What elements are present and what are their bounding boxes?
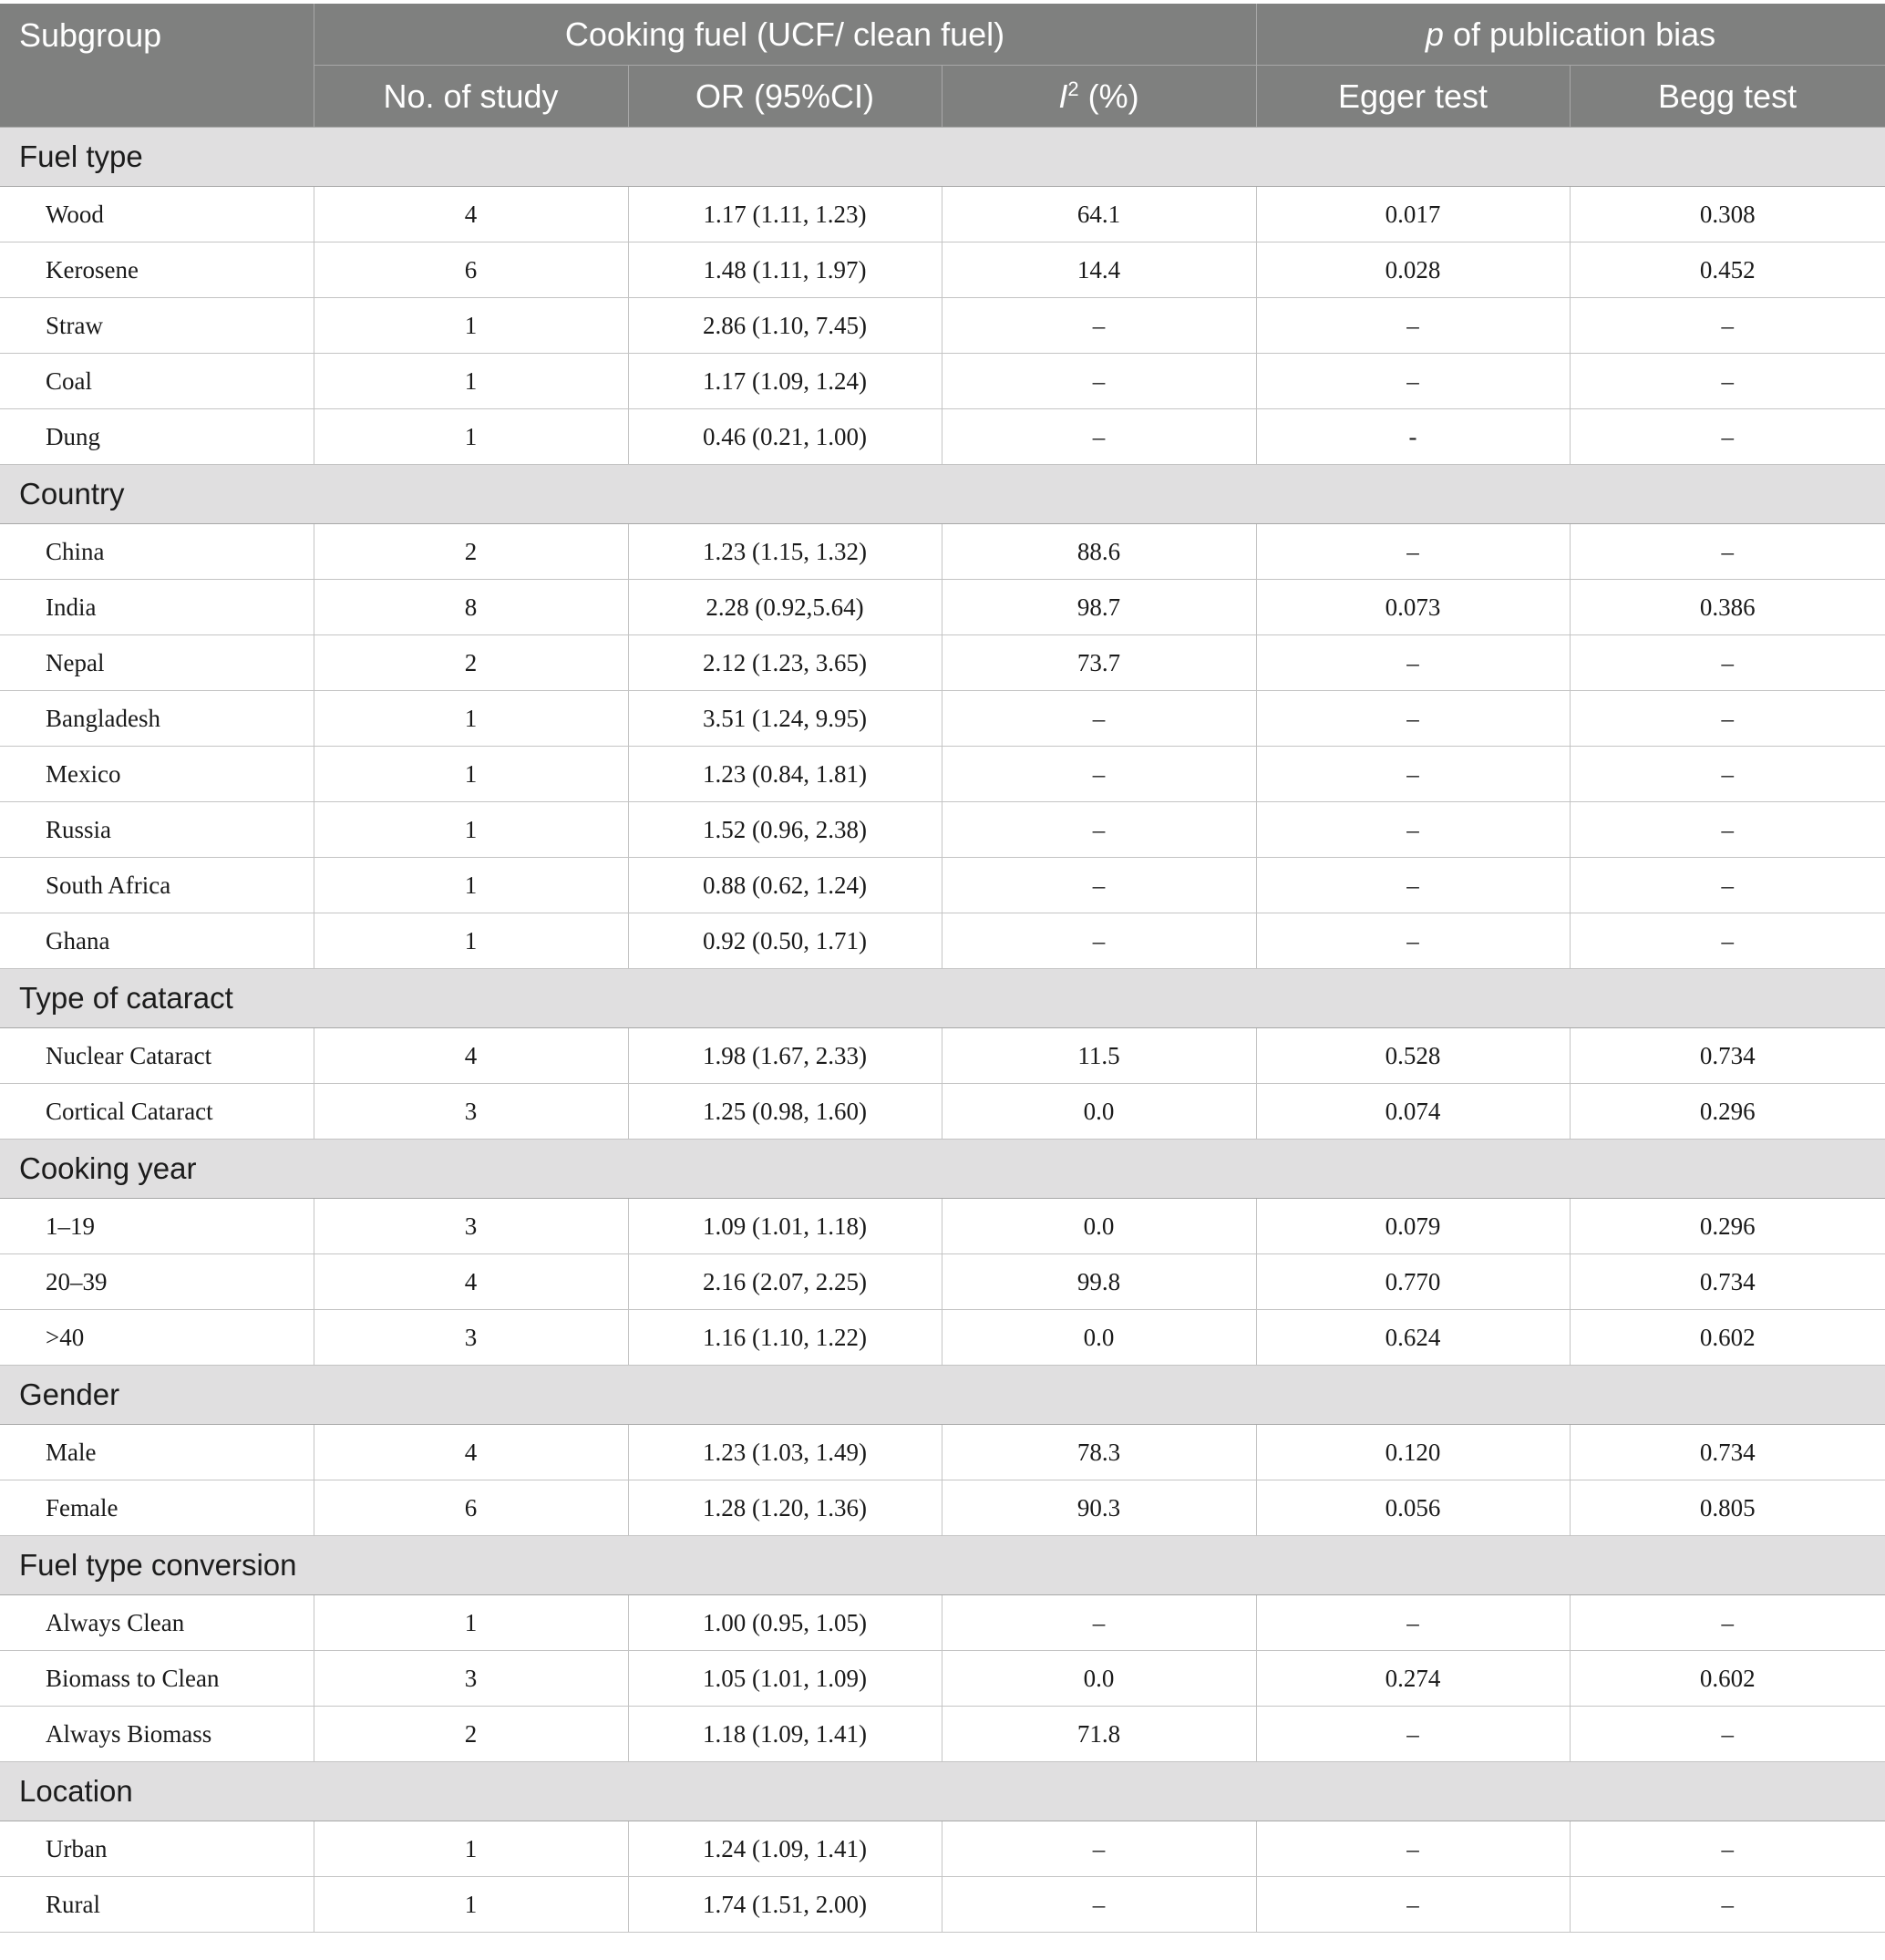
i2-cell: – [942, 802, 1256, 858]
table-row [0, 1084, 1885, 1140]
subgroup-cell: Cortical Cataract [0, 1084, 314, 1140]
subgroup-cell: Russia [0, 802, 314, 858]
begg-p-cell: 0.734 [1570, 1425, 1885, 1480]
table-row [0, 187, 1885, 242]
study-count-cell: 2 [314, 524, 628, 580]
egger-p-cell: – [1256, 802, 1570, 858]
i2-cell: – [942, 409, 1256, 465]
subgroup-cell: Dung [0, 409, 314, 465]
subgroup-cell: Female [0, 1480, 314, 1536]
i2-cell: 99.8 [942, 1254, 1256, 1310]
i2-cell: 0.0 [942, 1084, 1256, 1140]
subgroup-cell: Always Biomass [0, 1707, 314, 1762]
study-count-cell: 3 [314, 1310, 628, 1366]
table-row [0, 1877, 1885, 1933]
egger-p-cell: – [1256, 524, 1570, 580]
i2-cell: 0.0 [942, 1199, 1256, 1254]
table-row [0, 1028, 1885, 1084]
publication-bias-label: of publication bias [1443, 15, 1716, 53]
table-row [0, 747, 1885, 802]
egger-p-cell: – [1256, 747, 1570, 802]
results-table [0, 4, 1885, 1933]
begg-p-cell: – [1570, 409, 1885, 465]
table-row [0, 409, 1885, 465]
i2-cell: 73.7 [942, 635, 1256, 691]
table-row [0, 1425, 1885, 1480]
i2-cell: – [942, 858, 1256, 913]
table-row [0, 802, 1885, 858]
begg-p-cell: – [1570, 913, 1885, 969]
odds-ratio-cell: 1.98 (1.67, 2.33) [628, 1028, 942, 1084]
begg-p-cell: – [1570, 354, 1885, 409]
begg-p-cell: – [1570, 1821, 1885, 1877]
begg-p-cell: 0.602 [1570, 1651, 1885, 1707]
study-count-cell: 1 [314, 747, 628, 802]
i2-cell: – [942, 913, 1256, 969]
odds-ratio-cell: 0.46 (0.21, 1.00) [628, 409, 942, 465]
i2-letter: I [1058, 77, 1068, 115]
publication-bias-header [1256, 4, 1885, 66]
table-row [0, 635, 1885, 691]
subgroup-cell: India [0, 580, 314, 635]
section-title: Country [0, 465, 1885, 524]
begg-p-cell: 0.602 [1570, 1310, 1885, 1366]
section-row [0, 1140, 1885, 1199]
odds-ratio-cell: 0.92 (0.50, 1.71) [628, 913, 942, 969]
study-count-cell: 8 [314, 580, 628, 635]
subgroup-cell: Urban [0, 1821, 314, 1877]
section-title: Fuel type [0, 128, 1885, 187]
study-count-cell: 1 [314, 858, 628, 913]
table-row [0, 354, 1885, 409]
egger-p-cell: – [1256, 691, 1570, 747]
i2-cell: 90.3 [942, 1480, 1256, 1536]
i2-cell: 78.3 [942, 1425, 1256, 1480]
i2-header [942, 66, 1256, 128]
egger-p-cell: – [1256, 913, 1570, 969]
odds-ratio-cell: 1.09 (1.01, 1.18) [628, 1199, 942, 1254]
odds-ratio-cell: 1.16 (1.10, 1.22) [628, 1310, 942, 1366]
odds-ratio-cell: 1.25 (0.98, 1.60) [628, 1084, 942, 1140]
egger-p-cell: 0.528 [1256, 1028, 1570, 1084]
egger-p-cell: 0.770 [1256, 1254, 1570, 1310]
p-symbol: p [1425, 15, 1444, 53]
i2-cell: – [942, 298, 1256, 354]
egger-p-cell: 0.056 [1256, 1480, 1570, 1536]
odds-ratio-cell: 0.88 (0.62, 1.24) [628, 858, 942, 913]
subgroup-cell: South Africa [0, 858, 314, 913]
odds-ratio-cell: 1.48 (1.11, 1.97) [628, 242, 942, 298]
subgroup-cell: Bangladesh [0, 691, 314, 747]
odds-ratio-cell: 1.23 (0.84, 1.81) [628, 747, 942, 802]
table-row [0, 1254, 1885, 1310]
table-body [0, 128, 1885, 1933]
study-count-cell: 1 [314, 1595, 628, 1651]
table-row [0, 1310, 1885, 1366]
egger-p-cell: 0.074 [1256, 1084, 1570, 1140]
begg-p-cell: – [1570, 747, 1885, 802]
study-count-cell: 1 [314, 913, 628, 969]
i2-cell: – [942, 354, 1256, 409]
table-row [0, 1199, 1885, 1254]
odds-ratio-cell: 1.28 (1.20, 1.36) [628, 1480, 942, 1536]
study-count-cell: 4 [314, 1425, 628, 1480]
section-row [0, 128, 1885, 187]
egger-p-cell: – [1256, 1595, 1570, 1651]
egger-p-cell: – [1256, 1821, 1570, 1877]
egger-p-cell: 0.028 [1256, 242, 1570, 298]
i2-cell: 14.4 [942, 242, 1256, 298]
or-ci-header: OR (95%CI) [628, 66, 942, 128]
egger-p-cell: – [1256, 1707, 1570, 1762]
egger-p-cell: 0.073 [1256, 580, 1570, 635]
table-row [0, 858, 1885, 913]
study-count-cell: 3 [314, 1651, 628, 1707]
begg-p-cell: 0.452 [1570, 242, 1885, 298]
i2-cell: – [942, 1821, 1256, 1877]
section-row [0, 465, 1885, 524]
begg-test-header: Begg test [1570, 66, 1885, 128]
subgroup-cell: Rural [0, 1877, 314, 1933]
cooking-fuel-header: Cooking fuel (UCF/ clean fuel) [314, 4, 1256, 66]
odds-ratio-cell: 1.18 (1.09, 1.41) [628, 1707, 942, 1762]
study-count-cell: 3 [314, 1199, 628, 1254]
egger-p-cell: – [1256, 635, 1570, 691]
subgroup-cell: Always Clean [0, 1595, 314, 1651]
odds-ratio-cell: 2.86 (1.10, 7.45) [628, 298, 942, 354]
odds-ratio-cell: 1.00 (0.95, 1.05) [628, 1595, 942, 1651]
study-count-cell: 4 [314, 1028, 628, 1084]
table-row [0, 1651, 1885, 1707]
study-count-cell: 2 [314, 635, 628, 691]
subgroup-cell: Biomass to Clean [0, 1651, 314, 1707]
i2-cell: – [942, 747, 1256, 802]
begg-p-cell: – [1570, 1595, 1885, 1651]
i2-cell: – [942, 1877, 1256, 1933]
subgroup-cell: Straw [0, 298, 314, 354]
egger-p-cell: – [1256, 858, 1570, 913]
subgroup-cell: Kerosene [0, 242, 314, 298]
odds-ratio-cell: 1.17 (1.11, 1.23) [628, 187, 942, 242]
table-row [0, 1707, 1885, 1762]
study-count-cell: 1 [314, 409, 628, 465]
study-count-cell: 1 [314, 1821, 628, 1877]
begg-p-cell: – [1570, 1707, 1885, 1762]
odds-ratio-cell: 3.51 (1.24, 9.95) [628, 691, 942, 747]
begg-p-cell: – [1570, 298, 1885, 354]
section-row [0, 1762, 1885, 1821]
section-title: Cooking year [0, 1140, 1885, 1199]
subgroup-cell: Nuclear Cataract [0, 1028, 314, 1084]
begg-p-cell: – [1570, 1877, 1885, 1933]
egger-p-cell: 0.120 [1256, 1425, 1570, 1480]
subgroup-cell: Male [0, 1425, 314, 1480]
subgroup-cell: Nepal [0, 635, 314, 691]
egger-p-cell: – [1256, 354, 1570, 409]
odds-ratio-cell: 1.24 (1.09, 1.41) [628, 1821, 942, 1877]
table-row [0, 913, 1885, 969]
section-row [0, 1366, 1885, 1425]
begg-p-cell: 0.734 [1570, 1028, 1885, 1084]
section-title: Type of cataract [0, 969, 1885, 1028]
section-title: Gender [0, 1366, 1885, 1425]
odds-ratio-cell: 1.23 (1.03, 1.49) [628, 1425, 942, 1480]
study-count-cell: 1 [314, 1877, 628, 1933]
odds-ratio-cell: 1.74 (1.51, 2.00) [628, 1877, 942, 1933]
begg-p-cell: – [1570, 524, 1885, 580]
i2-cell: 71.8 [942, 1707, 1256, 1762]
subgroup-cell: China [0, 524, 314, 580]
begg-p-cell: – [1570, 635, 1885, 691]
subgroup-cell: 1–19 [0, 1199, 314, 1254]
begg-p-cell: 0.805 [1570, 1480, 1885, 1536]
begg-p-cell: – [1570, 691, 1885, 747]
table-row [0, 1480, 1885, 1536]
i2-cell: 0.0 [942, 1651, 1256, 1707]
i2-cell: 0.0 [942, 1310, 1256, 1366]
i2-cell: – [942, 1595, 1256, 1651]
egger-p-cell: - [1256, 409, 1570, 465]
study-count-cell: 1 [314, 298, 628, 354]
i2-superscript: 2 [1067, 77, 1079, 100]
egger-p-cell: 0.017 [1256, 187, 1570, 242]
section-title: Fuel type conversion [0, 1536, 1885, 1595]
i2-unit: (%) [1078, 77, 1139, 115]
section-row [0, 1536, 1885, 1595]
subgroup-cell: Coal [0, 354, 314, 409]
i2-cell: 98.7 [942, 580, 1256, 635]
study-count-cell: 4 [314, 1254, 628, 1310]
odds-ratio-cell: 2.16 (2.07, 2.25) [628, 1254, 942, 1310]
egger-p-cell: – [1256, 298, 1570, 354]
subgroup-cell: Ghana [0, 913, 314, 969]
begg-p-cell: 0.308 [1570, 187, 1885, 242]
subgroup-cell: Wood [0, 187, 314, 242]
egger-p-cell: 0.624 [1256, 1310, 1570, 1366]
subgroup-cell: 20–39 [0, 1254, 314, 1310]
study-count-cell: 4 [314, 187, 628, 242]
odds-ratio-cell: 1.05 (1.01, 1.09) [628, 1651, 942, 1707]
table-row [0, 691, 1885, 747]
table-row [0, 298, 1885, 354]
no-study-header: No. of study [314, 66, 628, 128]
egger-p-cell: 0.079 [1256, 1199, 1570, 1254]
study-count-cell: 6 [314, 242, 628, 298]
odds-ratio-cell: 1.52 (0.96, 2.38) [628, 802, 942, 858]
study-count-cell: 2 [314, 1707, 628, 1762]
subgroup-cell: Mexico [0, 747, 314, 802]
table-header [0, 4, 1885, 128]
begg-p-cell: 0.296 [1570, 1199, 1885, 1254]
section-title: Location [0, 1762, 1885, 1821]
i2-cell: 88.6 [942, 524, 1256, 580]
egger-test-header: Egger test [1256, 66, 1570, 128]
odds-ratio-cell: 2.12 (1.23, 3.65) [628, 635, 942, 691]
begg-p-cell: – [1570, 858, 1885, 913]
begg-p-cell: – [1570, 802, 1885, 858]
odds-ratio-cell: 2.28 (0.92,5.64) [628, 580, 942, 635]
table-row [0, 1821, 1885, 1877]
begg-p-cell: 0.296 [1570, 1084, 1885, 1140]
subgroup-header: Subgroup [0, 4, 314, 128]
i2-cell: 11.5 [942, 1028, 1256, 1084]
odds-ratio-cell: 1.23 (1.15, 1.32) [628, 524, 942, 580]
table-row [0, 1595, 1885, 1651]
table-row [0, 242, 1885, 298]
subgroup-cell: >40 [0, 1310, 314, 1366]
study-count-cell: 1 [314, 691, 628, 747]
i2-cell: – [942, 691, 1256, 747]
egger-p-cell: – [1256, 1877, 1570, 1933]
section-row [0, 969, 1885, 1028]
i2-cell: 64.1 [942, 187, 1256, 242]
table-row [0, 580, 1885, 635]
egger-p-cell: 0.274 [1256, 1651, 1570, 1707]
begg-p-cell: 0.734 [1570, 1254, 1885, 1310]
begg-p-cell: 0.386 [1570, 580, 1885, 635]
table-row [0, 524, 1885, 580]
study-count-cell: 6 [314, 1480, 628, 1536]
study-count-cell: 3 [314, 1084, 628, 1140]
study-count-cell: 1 [314, 354, 628, 409]
header-row-1 [0, 4, 1885, 66]
odds-ratio-cell: 1.17 (1.09, 1.24) [628, 354, 942, 409]
study-count-cell: 1 [314, 802, 628, 858]
